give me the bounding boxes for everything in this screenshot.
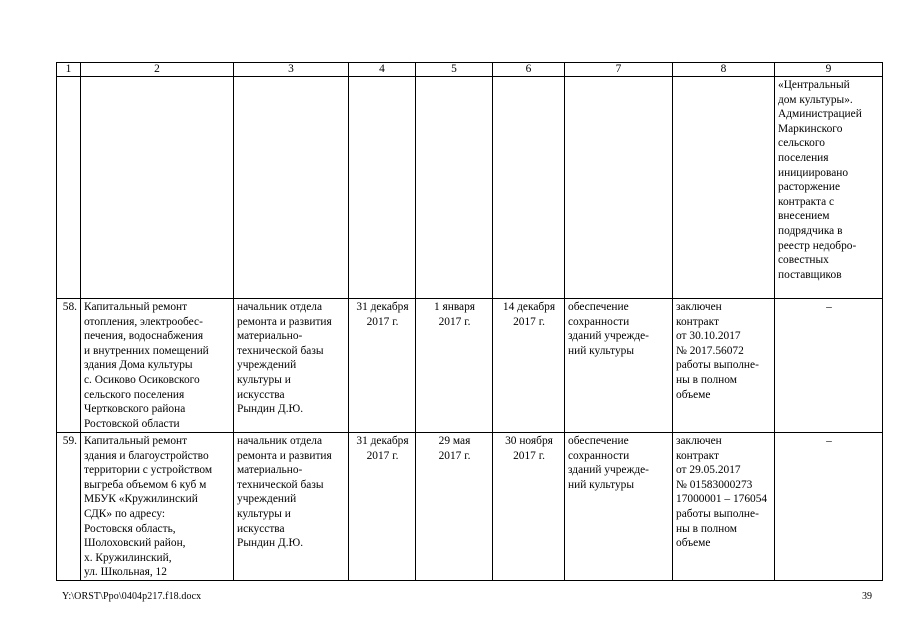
- empty-cell: [416, 77, 493, 299]
- date-cell: 14 декабря 2017 г.: [493, 299, 565, 433]
- page-number: 39: [862, 591, 872, 602]
- status-cell: заключен контракт от 29.05.2017 № 01583000273 17000001 – 176054 работы выполне- ны в полном объеме: [673, 433, 775, 581]
- empty-cell: [349, 77, 416, 299]
- empty-cell: [57, 77, 81, 299]
- date-cell: 29 мая 2017 г.: [416, 433, 493, 581]
- event-name-cell: Капитальный ремонт здания и благоустройство территории с устройством выгреба объемом 6 куб м МБУК «Кружилинский СДК» по адресу: Ростовскя область, Шолоховский район, х. Кружилинский, ул. Школьная, 12: [81, 433, 234, 581]
- header-cell: 6: [493, 63, 565, 77]
- empty-cell: [493, 77, 565, 299]
- header-cell: 3: [234, 63, 349, 77]
- responsible-cell: начальник отдела ремонта и развития материально- технической базы учреждений культуры и искусства Рындин Д.Ю.: [234, 433, 349, 581]
- header-cell: 5: [416, 63, 493, 77]
- empty-cell: [673, 77, 775, 299]
- row-number: 58.: [57, 299, 81, 433]
- header-row: [57, 63, 883, 77]
- result-cell: обеспечение сохранности зданий учрежде- ний культуры: [565, 299, 673, 433]
- event-name-cell: Капитальный ремонт отопления, электрообес- печения, водоснабжения и внутренних помещений здания Дома культуры с. Осиково Осиковского сельского поселения Чертковского района Ростовской области: [81, 299, 234, 433]
- date-cell: 30 ноября 2017 г.: [493, 433, 565, 581]
- notes-cell: –: [775, 433, 883, 581]
- continuation-row: [57, 77, 883, 299]
- date-cell: 31 декабря 2017 г.: [349, 299, 416, 433]
- table-row: [57, 433, 883, 581]
- responsible-cell: начальник отдела ремонта и развития материально- технической базы учреждений культуры и искусства Рындин Д.Ю.: [234, 299, 349, 433]
- header-cell: 9: [775, 63, 883, 77]
- date-cell: 31 декабря 2017 г.: [349, 433, 416, 581]
- header-cell: 7: [565, 63, 673, 77]
- date-cell: 1 января 2017 г.: [416, 299, 493, 433]
- result-cell: обеспечение сохранности зданий учрежде- ний культуры: [565, 433, 673, 581]
- header-cell: 2: [81, 63, 234, 77]
- header-cell: 4: [349, 63, 416, 77]
- empty-cell: [234, 77, 349, 299]
- row-number: 59.: [57, 433, 81, 581]
- empty-cell: [81, 77, 234, 299]
- status-cell: заключен контракт от 30.10.2017 № 2017.56072 работы выполне- ны в полном объеме: [673, 299, 775, 433]
- empty-cell: [565, 77, 673, 299]
- header-cell: 8: [673, 63, 775, 77]
- plan-table: [56, 62, 883, 581]
- table-row: [57, 299, 883, 433]
- header-cell: 1: [57, 63, 81, 77]
- notes-cell: «Центральный дом культуры». Администрацией Маркинского сельского поселения инициировано расторжение контракта с внесением подрядчика в реестр недобро- совестных поставщиков: [775, 77, 883, 299]
- footer-file-path: Y:\ORST\Ppo\0404p217.f18.docx: [62, 591, 202, 602]
- notes-cell: –: [775, 299, 883, 433]
